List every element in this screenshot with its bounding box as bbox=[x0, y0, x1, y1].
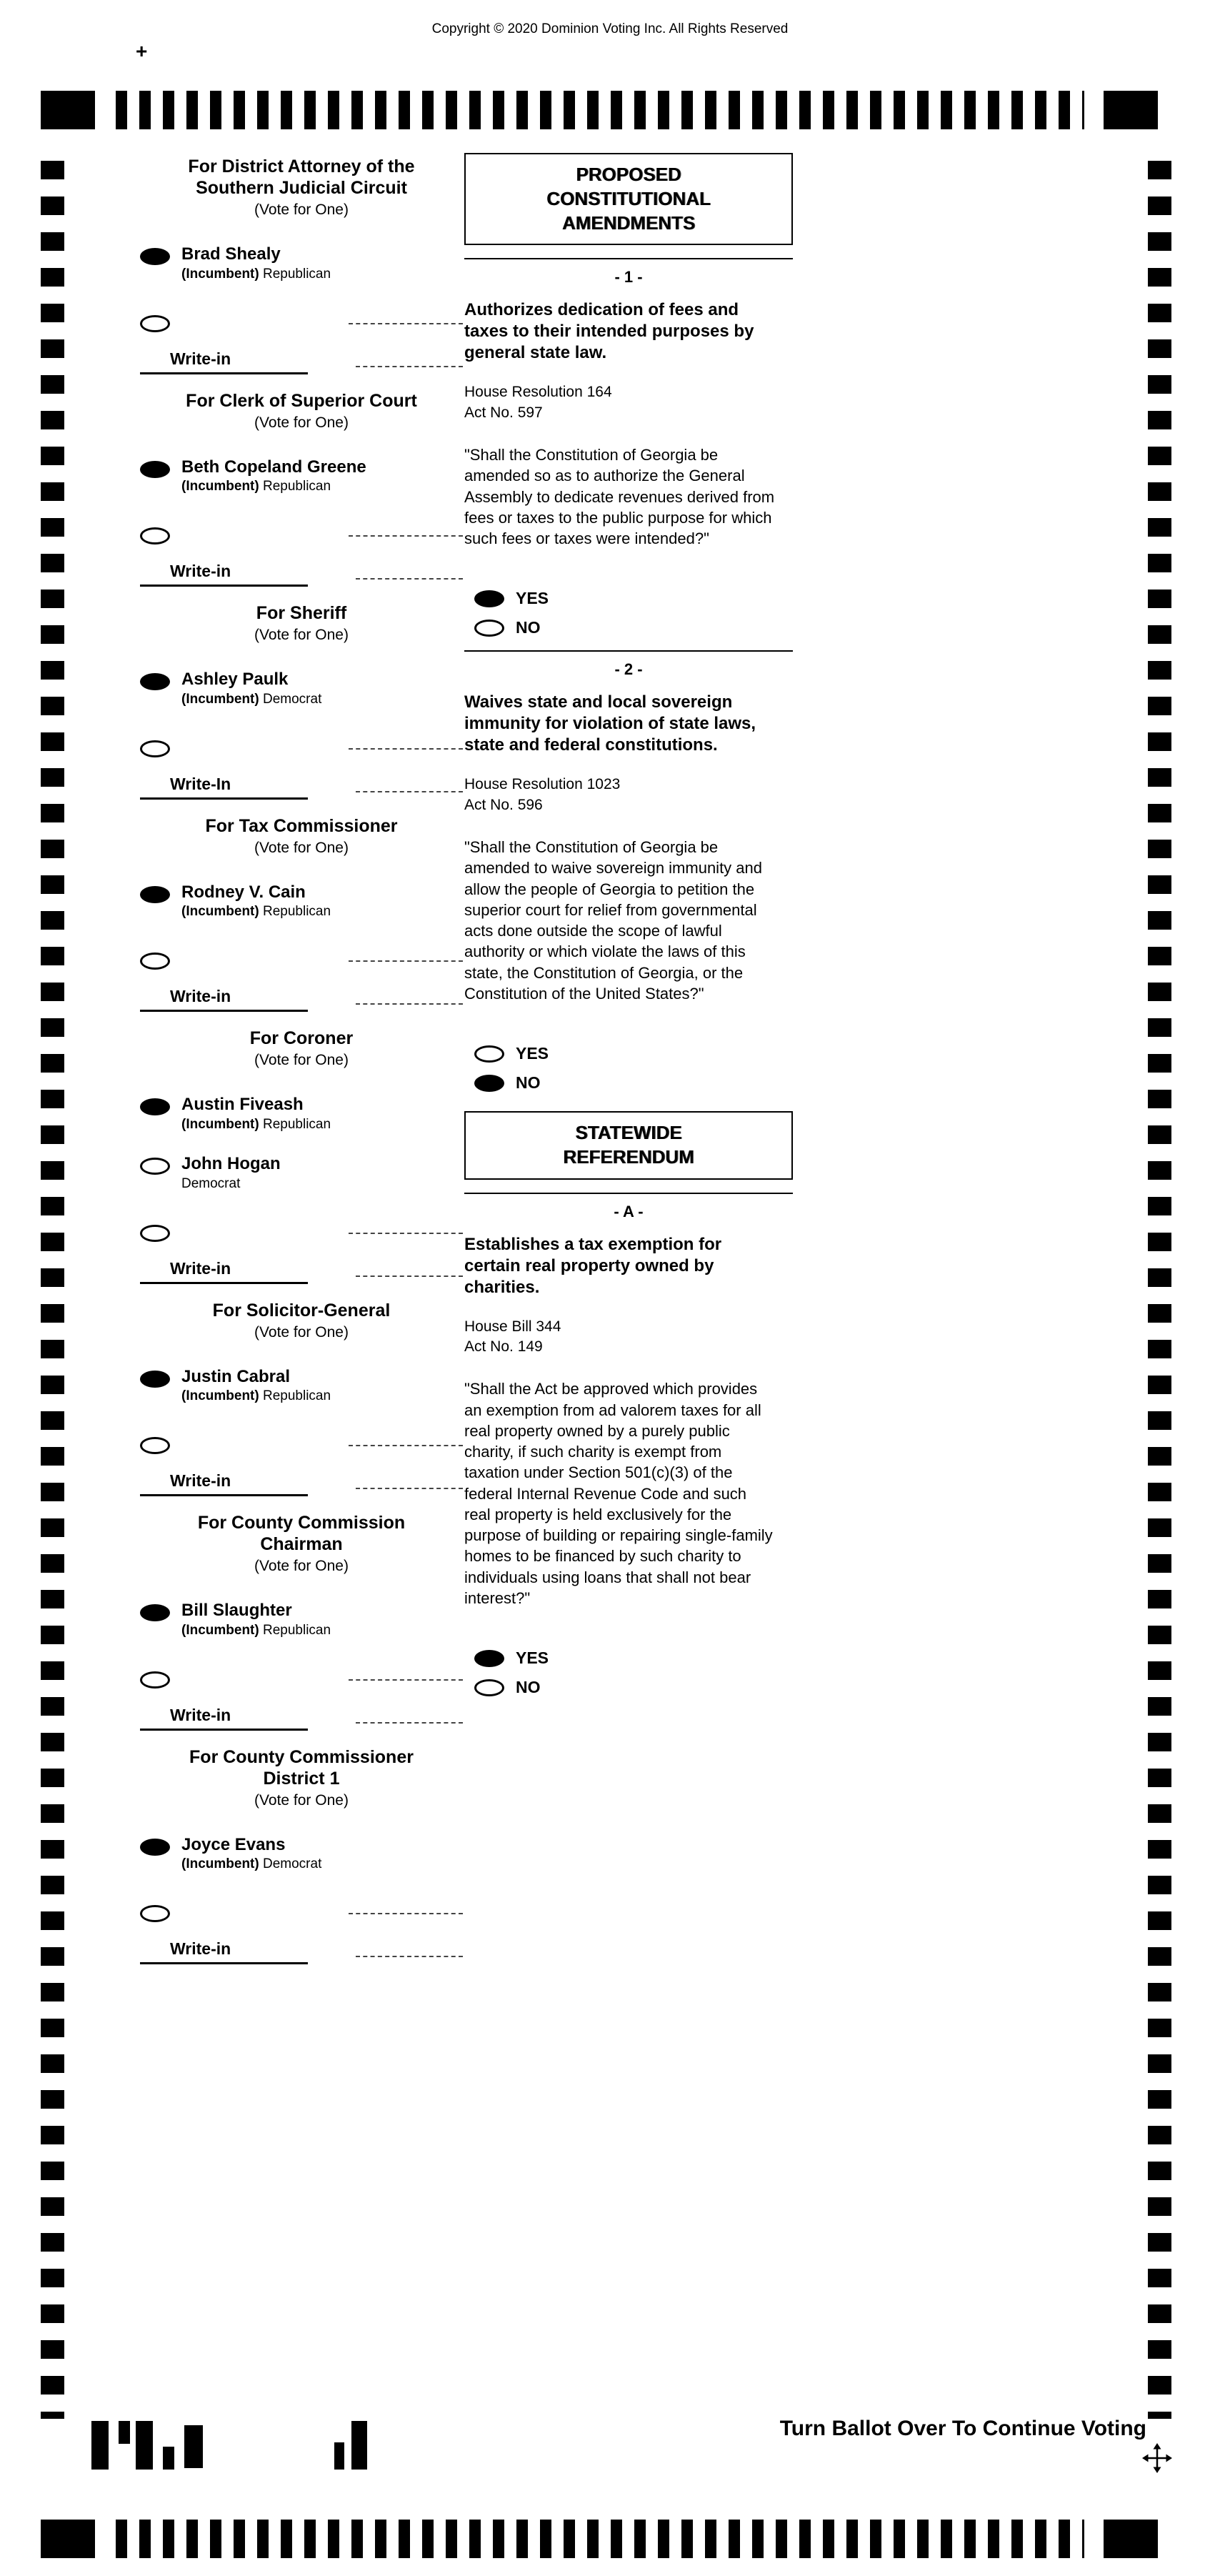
timing-bars-bottom bbox=[116, 2520, 1084, 2558]
candidate-oval[interactable] bbox=[140, 1604, 170, 1621]
candidate-text bbox=[181, 1601, 331, 1638]
write-in-bottom bbox=[140, 775, 463, 800]
option-row-yes[interactable] bbox=[474, 1044, 793, 1063]
write-in-label: Write-in bbox=[140, 1471, 308, 1496]
option-oval-yes[interactable] bbox=[474, 590, 504, 607]
contest-instruction: (Vote for One) bbox=[254, 1558, 349, 1575]
write-in-row[interactable] bbox=[140, 740, 463, 757]
candidate-text bbox=[181, 1367, 331, 1405]
timing-marks-right bbox=[1148, 161, 1171, 2419]
candidate-detail: (Incumbent) Republican bbox=[181, 1622, 331, 1638]
contest-title-line: For Sheriff bbox=[256, 603, 347, 624]
section-header-line: CONSTITUTIONAL bbox=[546, 187, 711, 209]
contest-instruction: (Vote for One) bbox=[254, 414, 349, 431]
candidate-oval[interactable] bbox=[140, 1098, 170, 1115]
contest-coroner bbox=[140, 1028, 463, 1283]
write-in-oval[interactable] bbox=[140, 740, 170, 757]
option-row-yes[interactable] bbox=[474, 1648, 793, 1668]
incumbent-label: (Incumbent) bbox=[181, 691, 263, 707]
candidate-oval[interactable] bbox=[140, 1839, 170, 1856]
contest-sheriff bbox=[140, 602, 463, 800]
contest-title-line: For Coroner bbox=[249, 1028, 354, 1049]
option-oval-no[interactable] bbox=[474, 620, 504, 637]
contest-title bbox=[140, 156, 463, 199]
timing-marks-bottom bbox=[0, 2520, 1220, 2558]
candidate-oval[interactable] bbox=[140, 1158, 170, 1175]
candidate-name: Brad Shealy bbox=[181, 244, 281, 264]
incumbent-label: (Incumbent) bbox=[181, 1622, 263, 1638]
ballot-id-marks bbox=[91, 2421, 391, 2471]
contest-title-line: For Clerk of Superior Court bbox=[186, 390, 417, 411]
contest-title-line: For Solicitor-General bbox=[212, 1300, 391, 1321]
reference-line: House Resolution 1023 bbox=[464, 776, 621, 793]
measure-referendum-a bbox=[464, 1193, 793, 1697]
candidate-detail: (Incumbent) Democrat bbox=[181, 1856, 322, 1872]
write-in-oval[interactable] bbox=[140, 1437, 170, 1454]
incumbent-label: (Incumbent) bbox=[181, 904, 263, 920]
write-in-rule-line bbox=[349, 1445, 463, 1446]
candidate-name: Ashley Paulk bbox=[181, 670, 289, 690]
candidate-row[interactable] bbox=[140, 670, 463, 707]
candidate-text bbox=[181, 1154, 281, 1192]
write-in-bottom bbox=[140, 1939, 463, 1964]
write-in-oval[interactable] bbox=[140, 1225, 170, 1242]
candidate-detail: (Incumbent) Republican bbox=[181, 479, 331, 494]
incumbent-label: (Incumbent) bbox=[181, 1388, 263, 1404]
write-in-label: Write-in bbox=[140, 987, 308, 1012]
contest-title-line: For District Attorney of the bbox=[188, 156, 415, 176]
write-in-rule-line bbox=[349, 960, 463, 962]
measures-column bbox=[464, 153, 793, 1707]
measure-divider bbox=[464, 1193, 793, 1194]
write-in-row[interactable] bbox=[140, 1437, 463, 1454]
write-in-bottom bbox=[140, 1706, 463, 1731]
contest-instruction: (Vote for One) bbox=[254, 627, 349, 644]
write-in-rule-line bbox=[356, 791, 463, 792]
incumbent-label: (Incumbent) bbox=[181, 266, 263, 282]
timing-marks-left bbox=[41, 161, 64, 2419]
option-row-yes[interactable] bbox=[474, 589, 793, 608]
write-in-bottom bbox=[140, 1259, 463, 1284]
contest-title bbox=[140, 390, 463, 412]
write-in-oval[interactable] bbox=[140, 527, 170, 544]
write-in-row[interactable] bbox=[140, 315, 463, 332]
contest-solicitor-general bbox=[140, 1300, 463, 1497]
option-label: YES bbox=[516, 589, 549, 608]
write-in-row[interactable] bbox=[140, 953, 463, 970]
candidate-name: Justin Cabral bbox=[181, 1366, 291, 1386]
contest-title-line: Southern Judicial Circuit bbox=[196, 178, 407, 198]
contest-title bbox=[140, 602, 463, 624]
candidate-row[interactable] bbox=[140, 1154, 463, 1192]
measure-number: - A - bbox=[614, 1202, 644, 1220]
option-label: NO bbox=[516, 618, 541, 637]
contest-title bbox=[140, 1512, 463, 1555]
write-in-rule-line bbox=[356, 1275, 463, 1277]
measure-options bbox=[464, 1648, 793, 1697]
contest-district-attorney bbox=[140, 156, 463, 374]
measure-amendment-1 bbox=[464, 258, 793, 637]
write-in-label: Write-in bbox=[140, 349, 308, 374]
contest-instruction: (Vote for One) bbox=[254, 1791, 349, 1809]
write-in-bottom bbox=[140, 987, 463, 1012]
timing-block-top-left bbox=[41, 91, 95, 129]
write-in-oval[interactable] bbox=[140, 953, 170, 970]
contests-column bbox=[140, 156, 463, 1980]
candidate-text bbox=[181, 1095, 331, 1133]
option-label: YES bbox=[516, 1648, 549, 1668]
write-in-bottom bbox=[140, 562, 463, 587]
option-oval-yes[interactable] bbox=[474, 1650, 504, 1667]
candidate-row[interactable] bbox=[140, 1835, 463, 1873]
candidate-row[interactable] bbox=[140, 1601, 463, 1638]
candidate-text bbox=[181, 1835, 321, 1873]
write-in-rule-line bbox=[349, 535, 463, 537]
timing-block-bottom-left bbox=[41, 2520, 95, 2558]
section-header-line: PROPOSED bbox=[576, 164, 681, 185]
section-header-line: STATEWIDE bbox=[575, 1122, 682, 1144]
write-in-rule-line bbox=[356, 1488, 463, 1489]
registration-plus-mark: + bbox=[136, 40, 148, 62]
contest-instruction: (Vote for One) bbox=[254, 839, 349, 856]
write-in-label: Write-in bbox=[140, 1939, 308, 1964]
contest-title bbox=[140, 1028, 463, 1049]
write-in-rule-line bbox=[349, 1913, 463, 1914]
option-row-no[interactable] bbox=[474, 618, 793, 637]
candidate-row[interactable] bbox=[140, 882, 463, 920]
candidate-oval[interactable] bbox=[140, 673, 170, 690]
option-oval-yes[interactable] bbox=[474, 1045, 504, 1063]
candidate-name: Austin Fiveash bbox=[181, 1095, 304, 1115]
write-in-oval[interactable] bbox=[140, 1905, 170, 1922]
section-header-line: REFERENDUM bbox=[563, 1145, 694, 1168]
candidate-name: Joyce Evans bbox=[181, 1834, 286, 1854]
contest-title-line: For County Commissioner bbox=[189, 1746, 414, 1767]
candidate-text bbox=[181, 457, 366, 495]
incumbent-label: (Incumbent) bbox=[181, 479, 263, 494]
contest-title-line: For Tax Commissioner bbox=[205, 815, 398, 836]
write-in-row[interactable] bbox=[140, 1225, 463, 1242]
contest-county-commission-chairman bbox=[140, 1512, 463, 1731]
measure-question: "Shall the Constitution of Georgia be amended to waive sovereign immunity and allow the people of Georgia to petition the superior court for relief from governmental acts done outside the scope of lawful authority or which violate the laws of this state, the Constitution of Georgia, or the Constitution of the United States?" bbox=[464, 838, 763, 1003]
copyright-notice: Copyright © 2020 Dominion Voting Inc. All Rights Reserved bbox=[431, 21, 789, 36]
contest-title-line: District 1 bbox=[263, 1768, 340, 1789]
measure-reference bbox=[464, 1317, 793, 1358]
write-in-row[interactable] bbox=[140, 1671, 463, 1689]
option-label: YES bbox=[516, 1044, 549, 1063]
write-in-rule-line bbox=[356, 578, 463, 580]
candidate-oval[interactable] bbox=[140, 461, 170, 478]
contest-title bbox=[140, 1746, 463, 1789]
contest-tax-commissioner bbox=[140, 815, 463, 1013]
measure-summary: Waives state and local sovereign immunity for violation of state laws, state and federal constitutions. bbox=[464, 692, 756, 755]
write-in-rule-line bbox=[349, 323, 463, 324]
reference-line: House Bill 344 bbox=[464, 1318, 561, 1335]
candidate-detail: (Incumbent) Republican bbox=[181, 1388, 331, 1404]
measure-question: "Shall the Constitution of Georgia be amended so as to authorize the General Assembly to dedicate revenues derived from fees or taxes to the public purpose for which such fees or taxes were intended?" bbox=[464, 446, 775, 548]
measure-reference bbox=[464, 382, 793, 423]
write-in-bottom bbox=[140, 1471, 463, 1496]
candidate-row[interactable] bbox=[140, 244, 463, 282]
candidate-detail: (Incumbent) Democrat bbox=[181, 691, 322, 707]
write-in-rule-line bbox=[356, 1722, 463, 1724]
incumbent-label: (Incumbent) bbox=[181, 1116, 263, 1132]
move-crosshair-icon bbox=[1141, 2442, 1173, 2474]
write-in-label: Write-in bbox=[140, 1706, 308, 1731]
write-in-row[interactable] bbox=[140, 527, 463, 544]
candidate-text bbox=[181, 670, 321, 707]
write-in-label: Write-in bbox=[140, 562, 308, 587]
measure-number: - 2 - bbox=[614, 660, 643, 679]
contest-instruction: (Vote for One) bbox=[254, 1323, 349, 1341]
option-label: NO bbox=[516, 1073, 541, 1093]
measure-number: - 1 - bbox=[614, 268, 643, 287]
option-row-no[interactable] bbox=[474, 1073, 793, 1093]
candidate-oval[interactable] bbox=[140, 248, 170, 265]
reference-line: Act No. 597 bbox=[464, 404, 543, 421]
write-in-bottom bbox=[140, 349, 463, 374]
section-header-line: AMENDMENTS bbox=[561, 212, 696, 234]
contest-clerk-of-superior-court bbox=[140, 390, 463, 587]
write-in-label: Write-in bbox=[140, 1259, 308, 1284]
measure-summary: Establishes a tax exemption for certain real property owned by charities. bbox=[464, 1234, 722, 1297]
write-in-row[interactable] bbox=[140, 1905, 463, 1922]
option-oval-no[interactable] bbox=[474, 1075, 504, 1092]
contest-title-line: Chairman bbox=[260, 1534, 343, 1555]
measure-options bbox=[464, 1044, 793, 1093]
candidate-name: Rodney V. Cain bbox=[181, 882, 306, 902]
reference-line: Act No. 149 bbox=[464, 1338, 543, 1355]
candidate-name: Bill Slaughter bbox=[181, 1601, 292, 1621]
option-row-no[interactable] bbox=[474, 1678, 793, 1697]
contest-title-line: For County Commission bbox=[197, 1513, 406, 1533]
measure-divider bbox=[464, 650, 793, 652]
timing-bars-top bbox=[116, 91, 1084, 129]
write-in-rule-line bbox=[356, 1003, 463, 1005]
reference-line: Act No. 596 bbox=[464, 796, 543, 813]
write-in-rule-line bbox=[349, 748, 463, 750]
write-in-rule-line bbox=[356, 1956, 463, 1957]
candidate-detail: (Incumbent) Republican bbox=[181, 904, 331, 920]
candidate-detail: (Incumbent) Republican bbox=[181, 1116, 331, 1132]
contest-county-commissioner-district-1 bbox=[140, 1746, 463, 1965]
section-header-proposed-constitutional-amendments bbox=[464, 153, 793, 245]
candidate-row[interactable] bbox=[140, 1367, 463, 1405]
measure-question: "Shall the Act be approved which provides an exemption from ad valorem taxes for all real property owned by a purely public charity, if such charity is exempt from taxation under Section 501(c)(3) of the federal Internal Revenue Code and such real property is held exclusively for the purpose of building or repairing single-family homes to be financed by such charity to individuals using loans that shall not bear interest?" bbox=[464, 1380, 773, 1607]
measure-reference bbox=[464, 775, 793, 815]
measure-options bbox=[464, 589, 793, 637]
contest-title bbox=[140, 815, 463, 837]
candidate-detail: Democrat bbox=[181, 1175, 241, 1191]
candidate-text bbox=[181, 882, 331, 920]
candidate-text bbox=[181, 244, 331, 282]
write-in-oval[interactable] bbox=[140, 1671, 170, 1689]
write-in-rule-line bbox=[349, 1679, 463, 1681]
timing-block-bottom-right bbox=[1104, 2520, 1158, 2558]
contest-title bbox=[140, 1300, 463, 1321]
candidate-detail: (Incumbent) Republican bbox=[181, 266, 331, 282]
timing-block-top-right bbox=[1104, 91, 1158, 129]
candidate-row[interactable] bbox=[140, 1095, 463, 1133]
section-header-statewide-referendum bbox=[464, 1111, 793, 1180]
measure-divider bbox=[464, 258, 793, 259]
measure-summary: Authorizes dedication of fees and taxes to their intended purposes by general state law. bbox=[464, 300, 754, 363]
option-oval-no[interactable] bbox=[474, 1679, 504, 1696]
candidate-oval[interactable] bbox=[140, 886, 170, 903]
candidate-row[interactable] bbox=[140, 457, 463, 495]
candidate-name: Beth Copeland Greene bbox=[181, 457, 366, 477]
incumbent-label: (Incumbent) bbox=[181, 1856, 263, 1872]
contest-instruction: (Vote for One) bbox=[254, 202, 349, 218]
write-in-oval[interactable] bbox=[140, 315, 170, 332]
reference-line: House Resolution 164 bbox=[464, 384, 612, 401]
candidate-oval[interactable] bbox=[140, 1371, 170, 1388]
candidate-name: John Hogan bbox=[181, 1153, 281, 1173]
write-in-rule-line bbox=[349, 1233, 463, 1234]
option-label: NO bbox=[516, 1678, 541, 1697]
write-in-label: Write-In bbox=[140, 775, 308, 800]
timing-marks-top bbox=[0, 91, 1220, 129]
measure-amendment-2 bbox=[464, 650, 793, 1093]
contest-instruction: (Vote for One) bbox=[254, 1052, 349, 1069]
turn-ballot-over-text: Turn Ballot Over To Continue Voting bbox=[779, 2417, 1146, 2440]
write-in-rule-line bbox=[356, 366, 463, 367]
